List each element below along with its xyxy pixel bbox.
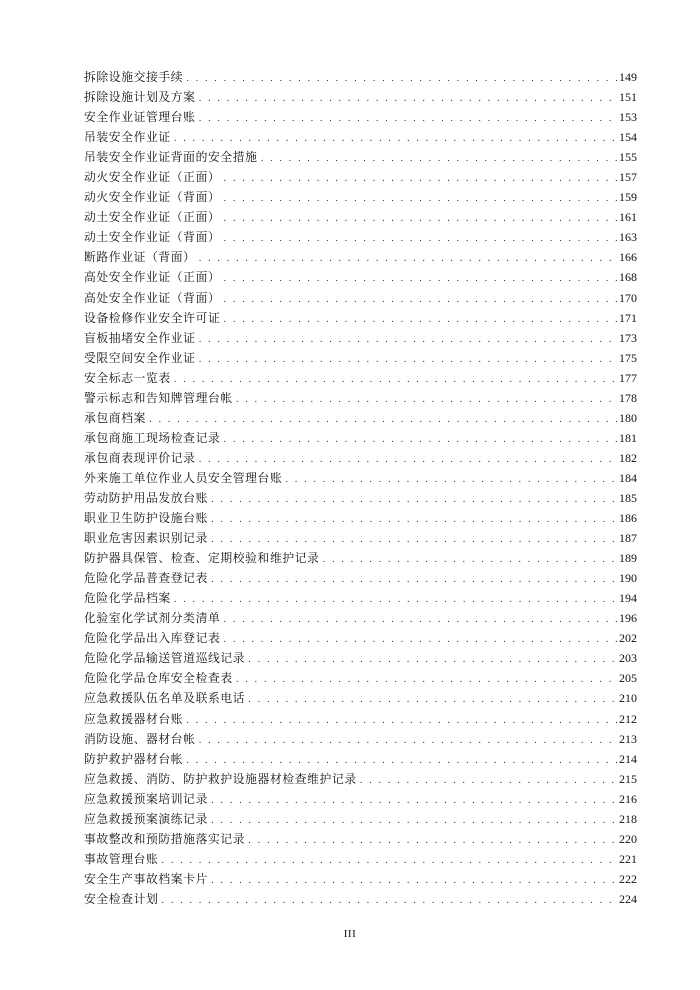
toc-entry-title: 职业卫生防护设施台账 <box>84 511 208 526</box>
toc-entry-page-number: 171 <box>619 310 637 325</box>
toc-entry[interactable] <box>84 488 637 508</box>
toc-dot-leader <box>211 530 617 550</box>
toc-entry[interactable] <box>84 889 637 909</box>
toc-entry-page-number: 166 <box>619 250 637 265</box>
toc-dot-leader <box>174 590 617 610</box>
toc-entry-page-number: 163 <box>619 230 637 245</box>
toc-dot-leader <box>174 370 617 390</box>
toc-entry-page-number: 173 <box>619 330 637 345</box>
toc-dot-leader <box>223 229 617 249</box>
toc-entry-page-number: 153 <box>619 110 637 125</box>
toc-entry[interactable] <box>84 568 637 588</box>
toc-entry-page-number: 177 <box>619 370 637 385</box>
toc-entry[interactable] <box>84 628 637 648</box>
toc-dot-leader <box>199 89 617 109</box>
toc-dot-leader <box>223 430 617 450</box>
toc-dot-leader <box>223 189 617 209</box>
toc-dot-leader <box>199 249 617 269</box>
toc-entry[interactable] <box>84 668 637 688</box>
toc-dot-leader <box>211 811 617 831</box>
toc-entry-page-number: 186 <box>619 511 637 526</box>
toc-entry[interactable] <box>84 869 637 889</box>
toc-entry-page-number: 203 <box>619 651 637 666</box>
toc-entry-title: 危险化学品档案 <box>84 591 171 606</box>
toc-entry[interactable] <box>84 528 637 548</box>
toc-dot-leader <box>223 290 617 310</box>
toc-entry-title: 警示标志和告知牌管理台帐 <box>84 390 233 405</box>
toc-entry[interactable] <box>84 388 637 408</box>
toc-entry-title: 断路作业证（背面） <box>84 250 196 265</box>
toc-dot-leader <box>248 690 617 710</box>
toc-entry[interactable] <box>84 729 637 749</box>
toc-dot-leader <box>186 711 617 731</box>
toc-entry-page-number: 194 <box>619 591 637 606</box>
toc-entry[interactable] <box>84 408 637 428</box>
toc-entry-title: 拆除设施交接手续 <box>84 70 184 84</box>
toc-entry-page-number: 180 <box>619 410 637 425</box>
toc-dot-leader <box>186 69 617 89</box>
toc-entry-title: 应急救援预案培训记录 <box>84 791 208 806</box>
toc-entry[interactable] <box>84 468 637 488</box>
toc-entry-page-number: 149 <box>619 70 637 84</box>
toc-entry-page-number: 184 <box>619 470 637 485</box>
toc-entry[interactable] <box>84 87 637 107</box>
table-of-contents <box>84 67 637 909</box>
toc-dot-leader <box>236 390 617 410</box>
toc-entry-title: 防护救护器材台帐 <box>84 751 184 766</box>
toc-dot-leader <box>211 871 617 891</box>
toc-dot-leader <box>285 470 617 490</box>
toc-entry-title: 职业危害因素识别记录 <box>84 531 208 546</box>
toc-dot-leader <box>248 831 617 851</box>
toc-entry-page-number: 218 <box>619 811 637 826</box>
toc-entry-title: 承包商档案 <box>84 410 146 425</box>
toc-entry[interactable] <box>84 769 637 789</box>
toc-dot-leader <box>161 851 617 871</box>
toc-entry-page-number: 190 <box>619 571 637 586</box>
toc-entry-page-number: 205 <box>619 671 637 686</box>
toc-dot-leader <box>223 169 617 189</box>
toc-dot-leader <box>211 570 617 590</box>
toc-entry-title: 劳动防护用品发放台账 <box>84 490 208 505</box>
toc-dot-leader <box>236 670 617 690</box>
toc-entry-page-number: 220 <box>619 831 637 846</box>
toc-list <box>84 67 637 909</box>
toc-entry-title: 危险化学品仓库安全检查表 <box>84 671 233 686</box>
toc-entry-page-number: 155 <box>619 150 637 165</box>
toc-dot-leader <box>223 209 617 229</box>
toc-entry-title: 应急救援预案演练记录 <box>84 811 208 826</box>
toc-entry-title: 化验室化学试剂分类清单 <box>84 611 221 626</box>
toc-entry[interactable] <box>84 247 637 267</box>
toc-dot-leader <box>211 490 617 510</box>
toc-entry-title: 防护器具保管、检查、定期校验和维护记录 <box>84 551 320 566</box>
toc-entry[interactable] <box>84 167 637 187</box>
toc-entry[interactable] <box>84 147 637 167</box>
toc-entry-title: 事故管理台账 <box>84 851 159 866</box>
toc-entry-title: 高处安全作业证（正面） <box>84 270 221 285</box>
toc-dot-leader <box>199 450 617 470</box>
toc-entry-title: 安全标志一览表 <box>84 370 171 385</box>
toc-entry[interactable] <box>84 548 637 568</box>
toc-entry-page-number: 196 <box>619 611 637 626</box>
toc-entry-title: 应急救援器材台账 <box>84 711 184 726</box>
toc-entry-title: 外来施工单位作业人员安全管理台账 <box>84 470 283 485</box>
toc-entry-page-number: 215 <box>619 771 637 786</box>
toc-entry-title: 吊装安全作业证背面的安全措施 <box>84 150 258 165</box>
toc-dot-leader <box>199 109 617 129</box>
toc-dot-leader <box>323 550 617 570</box>
toc-entry-page-number: 182 <box>619 450 637 465</box>
toc-entry[interactable] <box>84 368 637 388</box>
toc-dot-leader <box>186 751 617 771</box>
toc-entry-title: 危险化学品输送管道巡线记录 <box>84 651 246 666</box>
toc-entry[interactable] <box>84 648 637 668</box>
toc-entry-title: 安全作业证管理台账 <box>84 110 196 125</box>
toc-entry-page-number: 185 <box>619 490 637 505</box>
toc-entry[interactable] <box>84 308 637 328</box>
toc-entry-title: 应急救援、消防、防护救护设施器材检查维护记录 <box>84 771 357 786</box>
toc-entry-page-number: 222 <box>619 871 637 886</box>
toc-entry-title: 受限空间安全作业证 <box>84 350 196 365</box>
toc-entry-title: 高处安全作业证（背面） <box>84 290 221 305</box>
toc-entry-title: 设备检修作业安全许可证 <box>84 310 221 325</box>
toc-entry[interactable] <box>84 608 637 628</box>
toc-entry[interactable] <box>84 288 637 308</box>
toc-entry-title: 安全生产事故档案卡片 <box>84 871 208 886</box>
toc-dot-leader <box>223 610 617 630</box>
toc-dot-leader <box>161 891 617 911</box>
toc-dot-leader <box>360 771 617 791</box>
toc-entry-title: 危险化学品出入库登记表 <box>84 631 221 646</box>
toc-entry-page-number: 202 <box>619 631 637 646</box>
toc-entry-page-number: 154 <box>619 130 637 145</box>
toc-entry[interactable] <box>84 809 637 829</box>
toc-entry[interactable] <box>84 448 637 468</box>
toc-entry[interactable] <box>84 207 637 227</box>
toc-entry-title: 拆除设施计划及方案 <box>84 90 196 105</box>
toc-dot-leader <box>223 630 617 650</box>
toc-dot-leader <box>199 350 617 370</box>
toc-dot-leader <box>199 731 617 751</box>
toc-entry-page-number: 214 <box>619 751 637 766</box>
toc-entry-page-number: 181 <box>619 430 637 445</box>
toc-entry-page-number: 210 <box>619 691 637 706</box>
toc-entry-title: 动土安全作业证（正面） <box>84 210 221 225</box>
toc-entry-page-number: 216 <box>619 791 637 806</box>
page-number: III <box>343 928 357 940</box>
toc-dot-leader <box>174 129 617 149</box>
toc-entry[interactable] <box>84 849 637 869</box>
toc-entry[interactable] <box>84 328 637 348</box>
toc-entry[interactable] <box>84 187 637 207</box>
toc-entry-title: 承包商施工现场检查记录 <box>84 430 221 445</box>
toc-entry-page-number: 168 <box>619 270 637 285</box>
toc-entry-title: 应急救援队伍名单及联系电话 <box>84 691 246 706</box>
toc-entry-page-number: 221 <box>619 851 637 866</box>
toc-entry[interactable] <box>84 829 637 849</box>
toc-dot-leader <box>261 149 617 169</box>
toc-entry[interactable] <box>84 107 637 127</box>
toc-entry-page-number: 161 <box>619 210 637 225</box>
toc-entry-page-number: 187 <box>619 531 637 546</box>
toc-entry-title: 承包商表现评价记录 <box>84 450 196 465</box>
toc-entry-title: 吊装安全作业证 <box>84 130 171 145</box>
toc-entry-title: 动火安全作业证（正面） <box>84 170 221 185</box>
toc-entry[interactable] <box>84 428 637 448</box>
toc-entry[interactable] <box>84 789 637 809</box>
toc-entry-page-number: 157 <box>619 170 637 185</box>
toc-entry[interactable] <box>84 227 637 247</box>
toc-entry[interactable] <box>84 67 637 87</box>
toc-entry-title: 危险化学品普查登记表 <box>84 571 208 586</box>
toc-entry-page-number: 159 <box>619 190 637 205</box>
toc-entry[interactable] <box>84 709 637 729</box>
toc-dot-leader <box>223 269 617 289</box>
toc-entry-page-number: 178 <box>619 390 637 405</box>
toc-entry-title: 安全检查计划 <box>84 891 159 906</box>
toc-entry-title: 动土安全作业证（背面） <box>84 230 221 245</box>
toc-dot-leader <box>199 330 617 350</box>
toc-entry[interactable] <box>84 749 637 769</box>
toc-entry-page-number: 170 <box>619 290 637 305</box>
toc-entry-title: 消防设施、器材台帐 <box>84 731 196 746</box>
toc-entry[interactable] <box>84 508 637 528</box>
toc-dot-leader <box>211 791 617 811</box>
toc-entry[interactable] <box>84 588 637 608</box>
toc-entry-page-number: 213 <box>619 731 637 746</box>
toc-entry-page-number: 175 <box>619 350 637 365</box>
toc-entry-title: 事故整改和预防措施落实记录 <box>84 831 246 846</box>
toc-entry-page-number: 212 <box>619 711 637 726</box>
toc-dot-leader <box>223 310 617 330</box>
toc-entry[interactable] <box>84 348 637 368</box>
toc-entry-title: 盲板抽堵安全作业证 <box>84 330 196 345</box>
toc-entry[interactable] <box>84 688 637 708</box>
toc-entry-page-number: 189 <box>619 551 637 566</box>
toc-entry-page-number: 224 <box>619 891 637 906</box>
toc-dot-leader <box>149 410 617 430</box>
toc-entry-page-number: 151 <box>619 90 637 105</box>
toc-entry[interactable] <box>84 267 637 287</box>
toc-dot-leader <box>211 510 617 530</box>
toc-entry[interactable] <box>84 127 637 147</box>
toc-dot-leader <box>248 650 617 670</box>
toc-entry-title: 动火安全作业证（背面） <box>84 190 221 205</box>
